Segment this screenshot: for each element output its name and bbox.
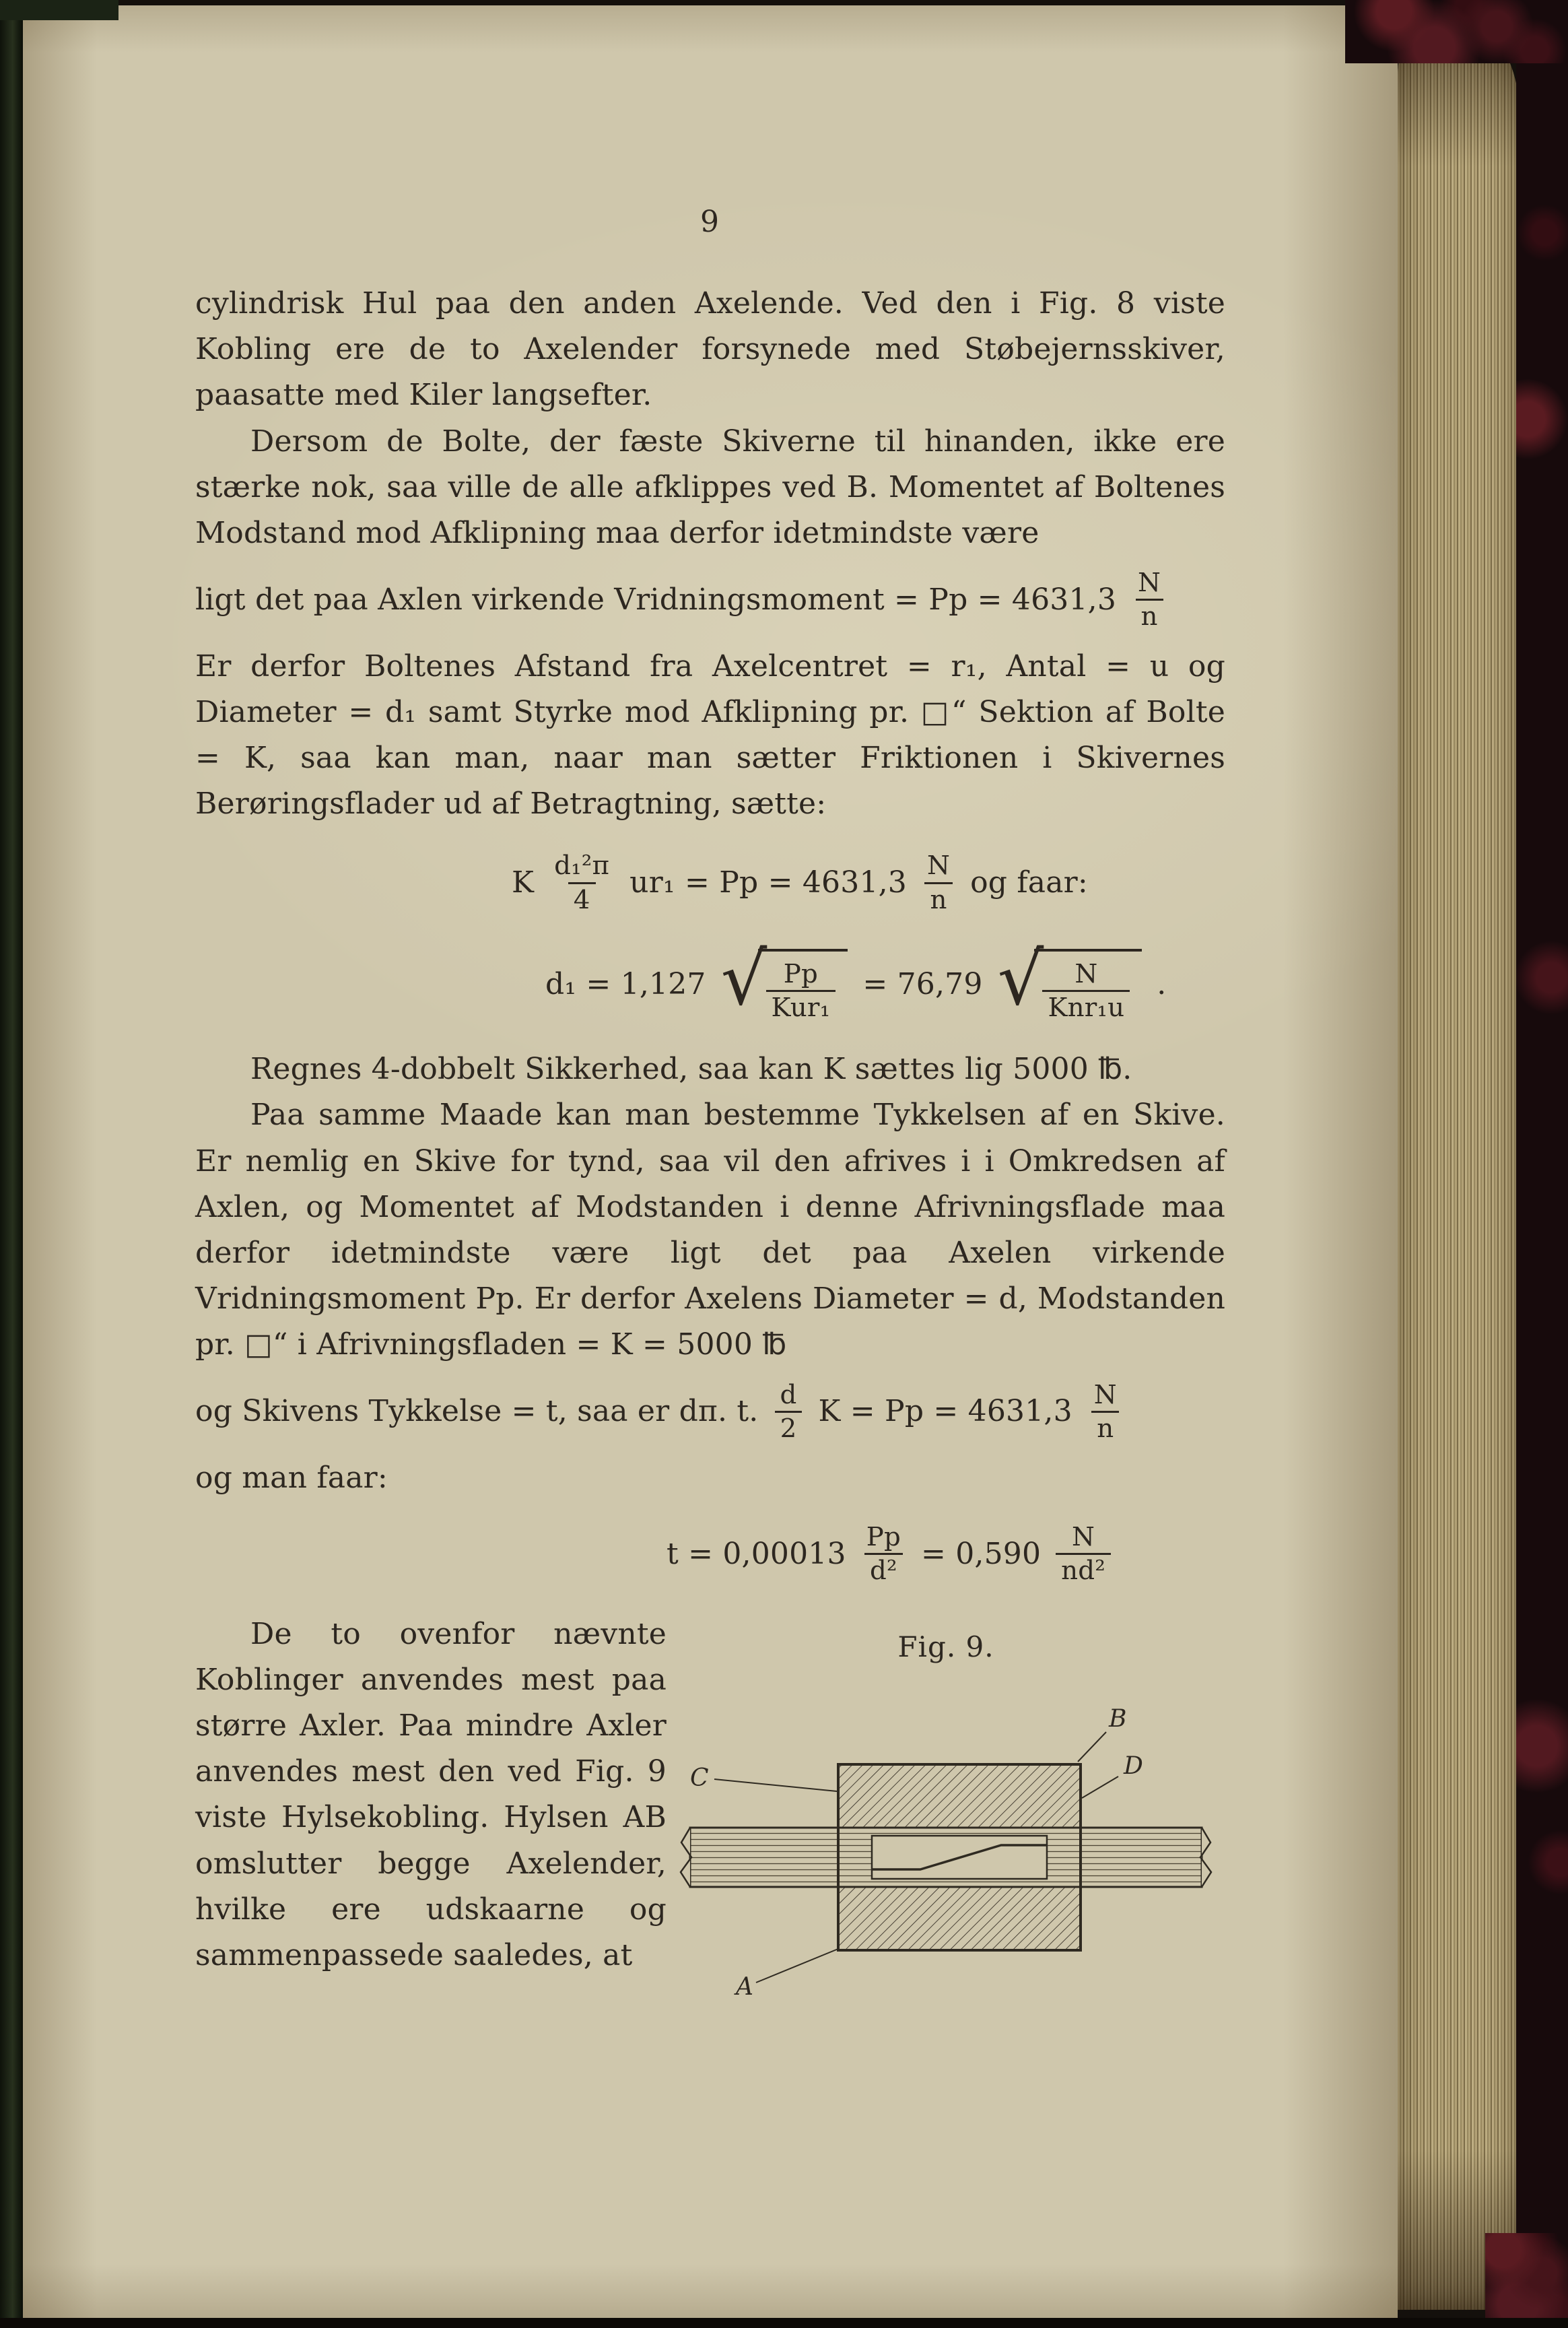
fraction-denominator: 4 <box>568 882 596 916</box>
moment-formula-line <box>195 567 1225 632</box>
fraction-N-nd2 <box>1056 1521 1111 1587</box>
fraction-numerator: d₁²π <box>554 851 610 882</box>
formula-text: og Skivens Tykkelse = t, saa er dπ. t. <box>195 1394 759 1429</box>
leader-line-b <box>1078 1732 1106 1762</box>
fraction-d1sq-pi-4 <box>549 850 615 915</box>
formula-text: K = Pp = 4631,3 <box>818 1394 1072 1429</box>
book-cover-top-right <box>1345 0 1568 63</box>
radical-icon: √ <box>997 937 1044 1022</box>
radical-icon: √ <box>720 937 768 1022</box>
fraction-numerator: N <box>1075 958 1098 989</box>
equation-2 <box>195 937 1225 1024</box>
square-root <box>720 937 848 1024</box>
eq3-lead: t = 0,00013 <box>667 1536 846 1571</box>
book-fore-edge <box>1398 30 1519 2310</box>
fraction-denominator: n <box>1136 599 1163 632</box>
formula-text: ligt det paa Axlen virkende Vridningsmoment = Pp = 4631,3 <box>195 582 1117 617</box>
fraction-numerator: d <box>780 1379 797 1410</box>
book-cover-bottom-right <box>1485 2233 1568 2328</box>
fraction-numerator: N <box>1093 1379 1117 1410</box>
radicand <box>1034 949 1142 1024</box>
book-binding-top-left <box>0 0 118 20</box>
fraction-denominator: d² <box>864 1553 903 1587</box>
fraction-N-n <box>922 850 955 915</box>
eq1-tail: og faar: <box>970 865 1088 900</box>
shaft-right <box>1081 1828 1202 1887</box>
fraction-numerator: Pp <box>783 958 819 989</box>
fraction-numerator: Pp <box>866 1522 901 1553</box>
paragraph-5: Paa samme Maade kan man bestemme Tykkelsen af en Skive. Er nemlig en Skive for tynd, saa vil den afrives i i Omkredsen af Axlen, og Momentet af Modstanden i denne Afrivningsflade maa derfor idetmindste være ligt det paa Axelen virkende Vridningsmoment Pp. Er derfor Axelens Diameter = d, Modstanden pr. □“ i Afrivningsfladen = K = 5000 ℔ <box>195 1098 1225 1362</box>
fraction-Pp-d2 <box>861 1521 906 1587</box>
book-binding-left <box>0 0 23 2328</box>
square-root <box>997 937 1143 1024</box>
figure-label-a: A <box>736 1972 754 2001</box>
paragraph-3: Er derfor Boltenes Afstand fra Axelcentret = r₁, Antal = u og Diameter = d₁ samt Styrke mod Afklipning pr. □“ Sektion af Bolte = K, saa kan man, naar man sætter Friktionen i Skivernes Berøringsflader ud af Betragtning, sætte: <box>195 648 1225 822</box>
book-bottom-edge <box>0 2318 1568 2328</box>
book-cover-right <box>1516 0 1568 2328</box>
fraction-N-Knr1u <box>1042 958 1130 1024</box>
paragraph-1: cylindrisk Hul paa den anden Axelende. Ved den i Fig. 8 viste Kobling ere de to Axelender forsynede med Støbejernsskiver, paasatte med Kiler langsefter. <box>195 286 1225 413</box>
fraction-denominator: 2 <box>775 1411 803 1444</box>
fraction-d-2 <box>775 1379 803 1444</box>
fraction-denominator: n <box>1091 1411 1119 1444</box>
paragraph-4: Regnes 4-dobbelt Sikkerhed, saa kan K sættes lig 5000 ℔. <box>250 1052 1132 1087</box>
fraction-N-n <box>1089 1379 1122 1444</box>
text-block <box>195 281 1225 2008</box>
eq2-lead: d₁ = 1,127 <box>545 966 706 1001</box>
eq2-end: . <box>1157 966 1167 1001</box>
leader-line-d <box>1082 1776 1118 1798</box>
fraction-N-n <box>1132 567 1166 632</box>
fraction-numerator: N <box>1138 568 1161 599</box>
sleeve-top-flange <box>838 1764 1081 1828</box>
equation-1 <box>195 850 1225 915</box>
eq1-lead: K <box>512 865 535 900</box>
fraction-Pp-Kur1 <box>766 958 836 1024</box>
thickness-formula-line <box>195 1379 1225 1444</box>
eq1-mid: ur₁ = Pp = 4631,3 <box>629 865 907 900</box>
eq3-mid: = 0,590 <box>920 1536 1042 1571</box>
bottom-section <box>195 1611 1225 2008</box>
leader-line-c <box>714 1779 837 1791</box>
fraction-denominator: Kur₁ <box>766 990 836 1024</box>
figure-label-c: C <box>690 1764 709 1792</box>
paragraph-2: Dersom de Bolte, der fæste Skiverne til hinanden, ikke ere stærke nok, saa ville de alle afklippes ved B. Momentet af Boltenes Modstand mod Afklipning maa derfor idetmindste være <box>195 424 1225 550</box>
fraction-numerator: N <box>1072 1522 1095 1553</box>
leader-line-a <box>756 1949 838 1983</box>
coupling-drawing <box>670 1685 1222 2008</box>
fraction-denominator: Knr₁u <box>1042 990 1130 1024</box>
figure-label-b: B <box>1109 1704 1127 1733</box>
equation-3 <box>195 1521 1225 1587</box>
sleeve-bottom-flange <box>838 1887 1081 1950</box>
fraction-numerator: N <box>926 851 951 882</box>
book-page <box>23 5 1398 2318</box>
fraction-denominator: n <box>924 882 952 916</box>
figure-caption: Fig. 9. <box>897 1630 994 1663</box>
fraction-denominator: nd² <box>1056 1553 1111 1587</box>
paragraph-5-after: og man faar: <box>195 1461 388 1496</box>
eq2-mid: = 76,79 <box>862 966 983 1001</box>
paragraph-6: De to ovenfor nævnte Koblinger anvendes mest paa større Axler. Paa mindre Axler anvendes mest den ved Fig. 9 viste Hylsekobling. Hylsen AB omslutter begge Axelender, hvilke ere udskaarne og sammenpassede saaledes, at <box>195 1616 667 1973</box>
figure-label-d: D <box>1124 1752 1144 1780</box>
radicand <box>758 949 848 1024</box>
page-number: 9 <box>700 205 720 239</box>
figure-9 <box>667 1611 1225 2008</box>
shaft-left <box>690 1828 838 1887</box>
